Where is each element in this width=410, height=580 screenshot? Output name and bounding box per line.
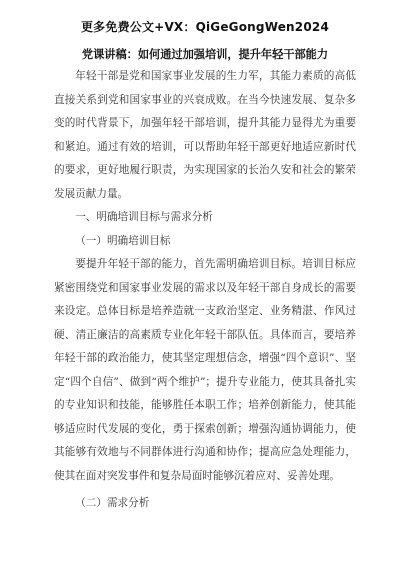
subsection-body-1: 要提升年轻干部的能力，首先需明确培训目标。培训目标应紧密围绕党和国家事业发展的需求以及年轻干部自身成长的需要来设定。总体目标是培养造就一支政治坚定、业务精湛、作风过硬、清正廉洁的高素质专业化年轻干部队伍。具体而言，要培养年轻干部的政治能力，使其坚定理想信念，增强“四个意识”、坚定“四个自信”、做到“两个维护”；提升专业能力，使其具备扎实的专业知识和技能，能够胜任本职工作；培养创新能力，使其能够适应时代发展的变化，勇于探索创新；增强沟通协调能力，使其能够有效地与不同群体进行沟通和协作；提高应急处理能力，使其在面对突发事件和复杂局面时能够沉着应对、妥善处理。 bbox=[54, 258, 356, 482]
subsection-heading-1: （一）明确培训目标 bbox=[75, 234, 171, 247]
document-title: 党课讲稿：如何通过加强培训，提升年轻干部能力 bbox=[81, 47, 329, 61]
intro-paragraph: 年轻干部是党和国家事业发展的生力军，其能力素质的高低直接关系到党和国家事业的兴衰成败。在当今快速发展、复杂多变的时代背景下，加强年轻干部培训，提升其能力显得尤为重要和紧迫。通过有效的培训，可以帮助年轻干部更好地适应新时代的要求，更好地履行职责，为实现国家的长治久安和社会的繁荣发展贡献力量。 bbox=[54, 70, 356, 200]
promo-header: 更多免费公文+VX：QiGeGongWen2024 bbox=[80, 20, 329, 34]
subsection-heading-2: （二）需求分析 bbox=[75, 497, 150, 509]
section-heading-1: 一、明确培训目标与需求分析 bbox=[75, 211, 213, 223]
